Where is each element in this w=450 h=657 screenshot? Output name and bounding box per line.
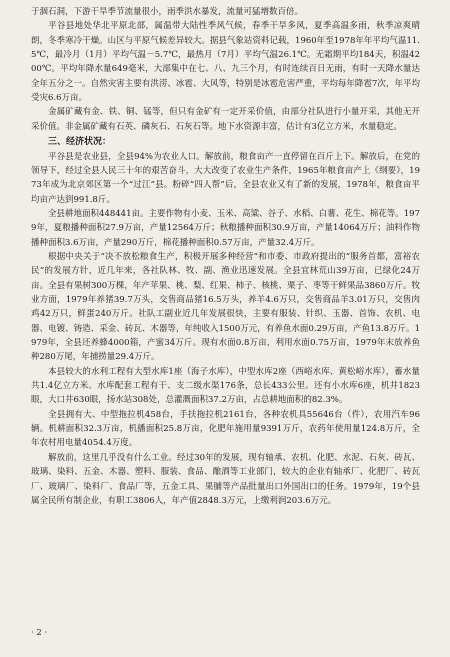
body-paragraph: 金属矿藏有金、铁、铜、锰等，但只有金矿有一定开采价值，由部分社队进行小量开采，其他无开采价值。非金属矿藏有石英、磷灰石、石灰石等。地下水资源丰富，估计有3亿立方米，水量稳定。 <box>31 107 420 132</box>
section-heading: 三、经济状况： <box>48 137 112 148</box>
body-paragraph: 本县较大的水利工程有大型水库1座（海子水库），中型水库2座（西峪水库、黄松峪水库），蓄水量共1.4亿立方米。水库配套工程有干、支二级水渠176条，总长433公里。还有小水库6座，机井1823眼，大口井630眼，扬水站308处，总灌溉面积37.2万亩，占总耕地面积的82.3%。 <box>31 366 420 406</box>
body-paragraph: 平谷县是农业县，全县94%为农业人口。解放前，粮食亩产一直停留在百斤上下。解放后，在党的领导下，经过全县人民三十年的艰苦奋斗，大大改变了农业生产条件，1965年粮食亩产上《纲要》，1973年成为北京郊区第一个“过江”县。粉碎“四人帮”后，全县农业又有了新的发展，1978年，粮食亩平均亩产达到991.8斤。 <box>31 151 420 205</box>
body-paragraph: 全县拥有大、中型拖拉机458台，手扶拖拉机2161台，各种农机具55646台（件），农用汽车96辆。机耕面积32.3万亩，机播面积25.8万亩，化肥年施用量9391万斤，农药年使用量124.8万斤，全年农村用电量4054.4万度。 <box>31 409 420 449</box>
body-paragraph: 全县耕地面积448441亩。主要作物有小麦、玉米、高粱、谷子、水稻、白薯、花生、棉花等。1979年，夏粮播种面积27.9万亩，产量12564万斤；秋粮播种面积30.9万亩，产量14064万斤；油料作物播种面积3.6万亩，产量290万斤，棉花播种面积0.57万亩，产量32.4万斤。 <box>31 208 420 248</box>
page-number: · 2 · <box>31 628 48 638</box>
body-paragraph: 根据中央关于“决不放松粮食生产，积极开展多种经营”和市委、市政府提出的“服务首都，富裕农民”的发展方针，近几年来，各社队林、牧、副、渔业迅速发展。全县宜林荒山39万亩，已绿化24万亩。全县有果树300万棵，年产苹果、桃、梨、红果、柿子、核桃、栗子、枣等干鲜果品3860万斤。牧业方面，1979年养猪39.7万头，交售商品猪16.5万头，养羊4.6万只，交售商品羊3.01万只，交售肉鸡42万只，鲜蛋240万斤。社队工副业近几年发展很快，主要有服装、针织、玉器、首饰、农机、电器、电镀、铸造、采金、砖瓦、木器等，年纯收入1500万元，有养鱼水面0.29万亩，产鱼13.8万斤。1979年，全县还养蜂4000箱，产蜜34万斤。现有水面0.8万亩，利用水面0.75万亩，1979年末放养鱼种280万尾，年捕捞量29.4万斤。 <box>31 252 420 363</box>
body-paragraph: 平谷县地处华北平原北部，属温带大陆性季风气候，春季干旱多风，夏季高温多雨，秋季凉爽晴朗，冬季寒冷干燥。山区与平原气候差异较大。据县气象站资料记载，1960年至1978年年平均气温11.5℃，最冷月（1月）平均气温－5.7℃，最热月（7月）平均气温26.1℃。无霜期平均184天，积温4200℃。平均年降水量649毫米，大部集中在七、八、九三个月，有时连续百日无雨，有时一天降水量达全年五分之一。自然灾害主要有洪涝、冰雹、大风等，特别是冰雹危害严重，平均每年降雹7次，年平均受灾6.6万亩。 <box>31 21 420 104</box>
body-paragraph: 解放前，这里几乎没有什么工业。经过30年的发展，现有轴承、农机、化肥、水泥、石灰、砖瓦、玻璃、染料、五金、木器、塑料、服装、食品、酿酒等工业部门，较大的企业有轴承厂、化肥厂、砖瓦厂、玻璃厂、染料厂、食品厂等，五金工具、果脯等产品批量出口外国出口的任务。1979年，19个县属全民所有制企业，有职工3806人，年产值2848.3万元，上缴利润203.6万元。 <box>31 452 420 506</box>
body-paragraph: 于涸石洞，下游干旱季节流量很小，雨季洪水暴发，流量可猛增数百倍。 <box>31 7 304 17</box>
document-body <box>31 5 420 508</box>
